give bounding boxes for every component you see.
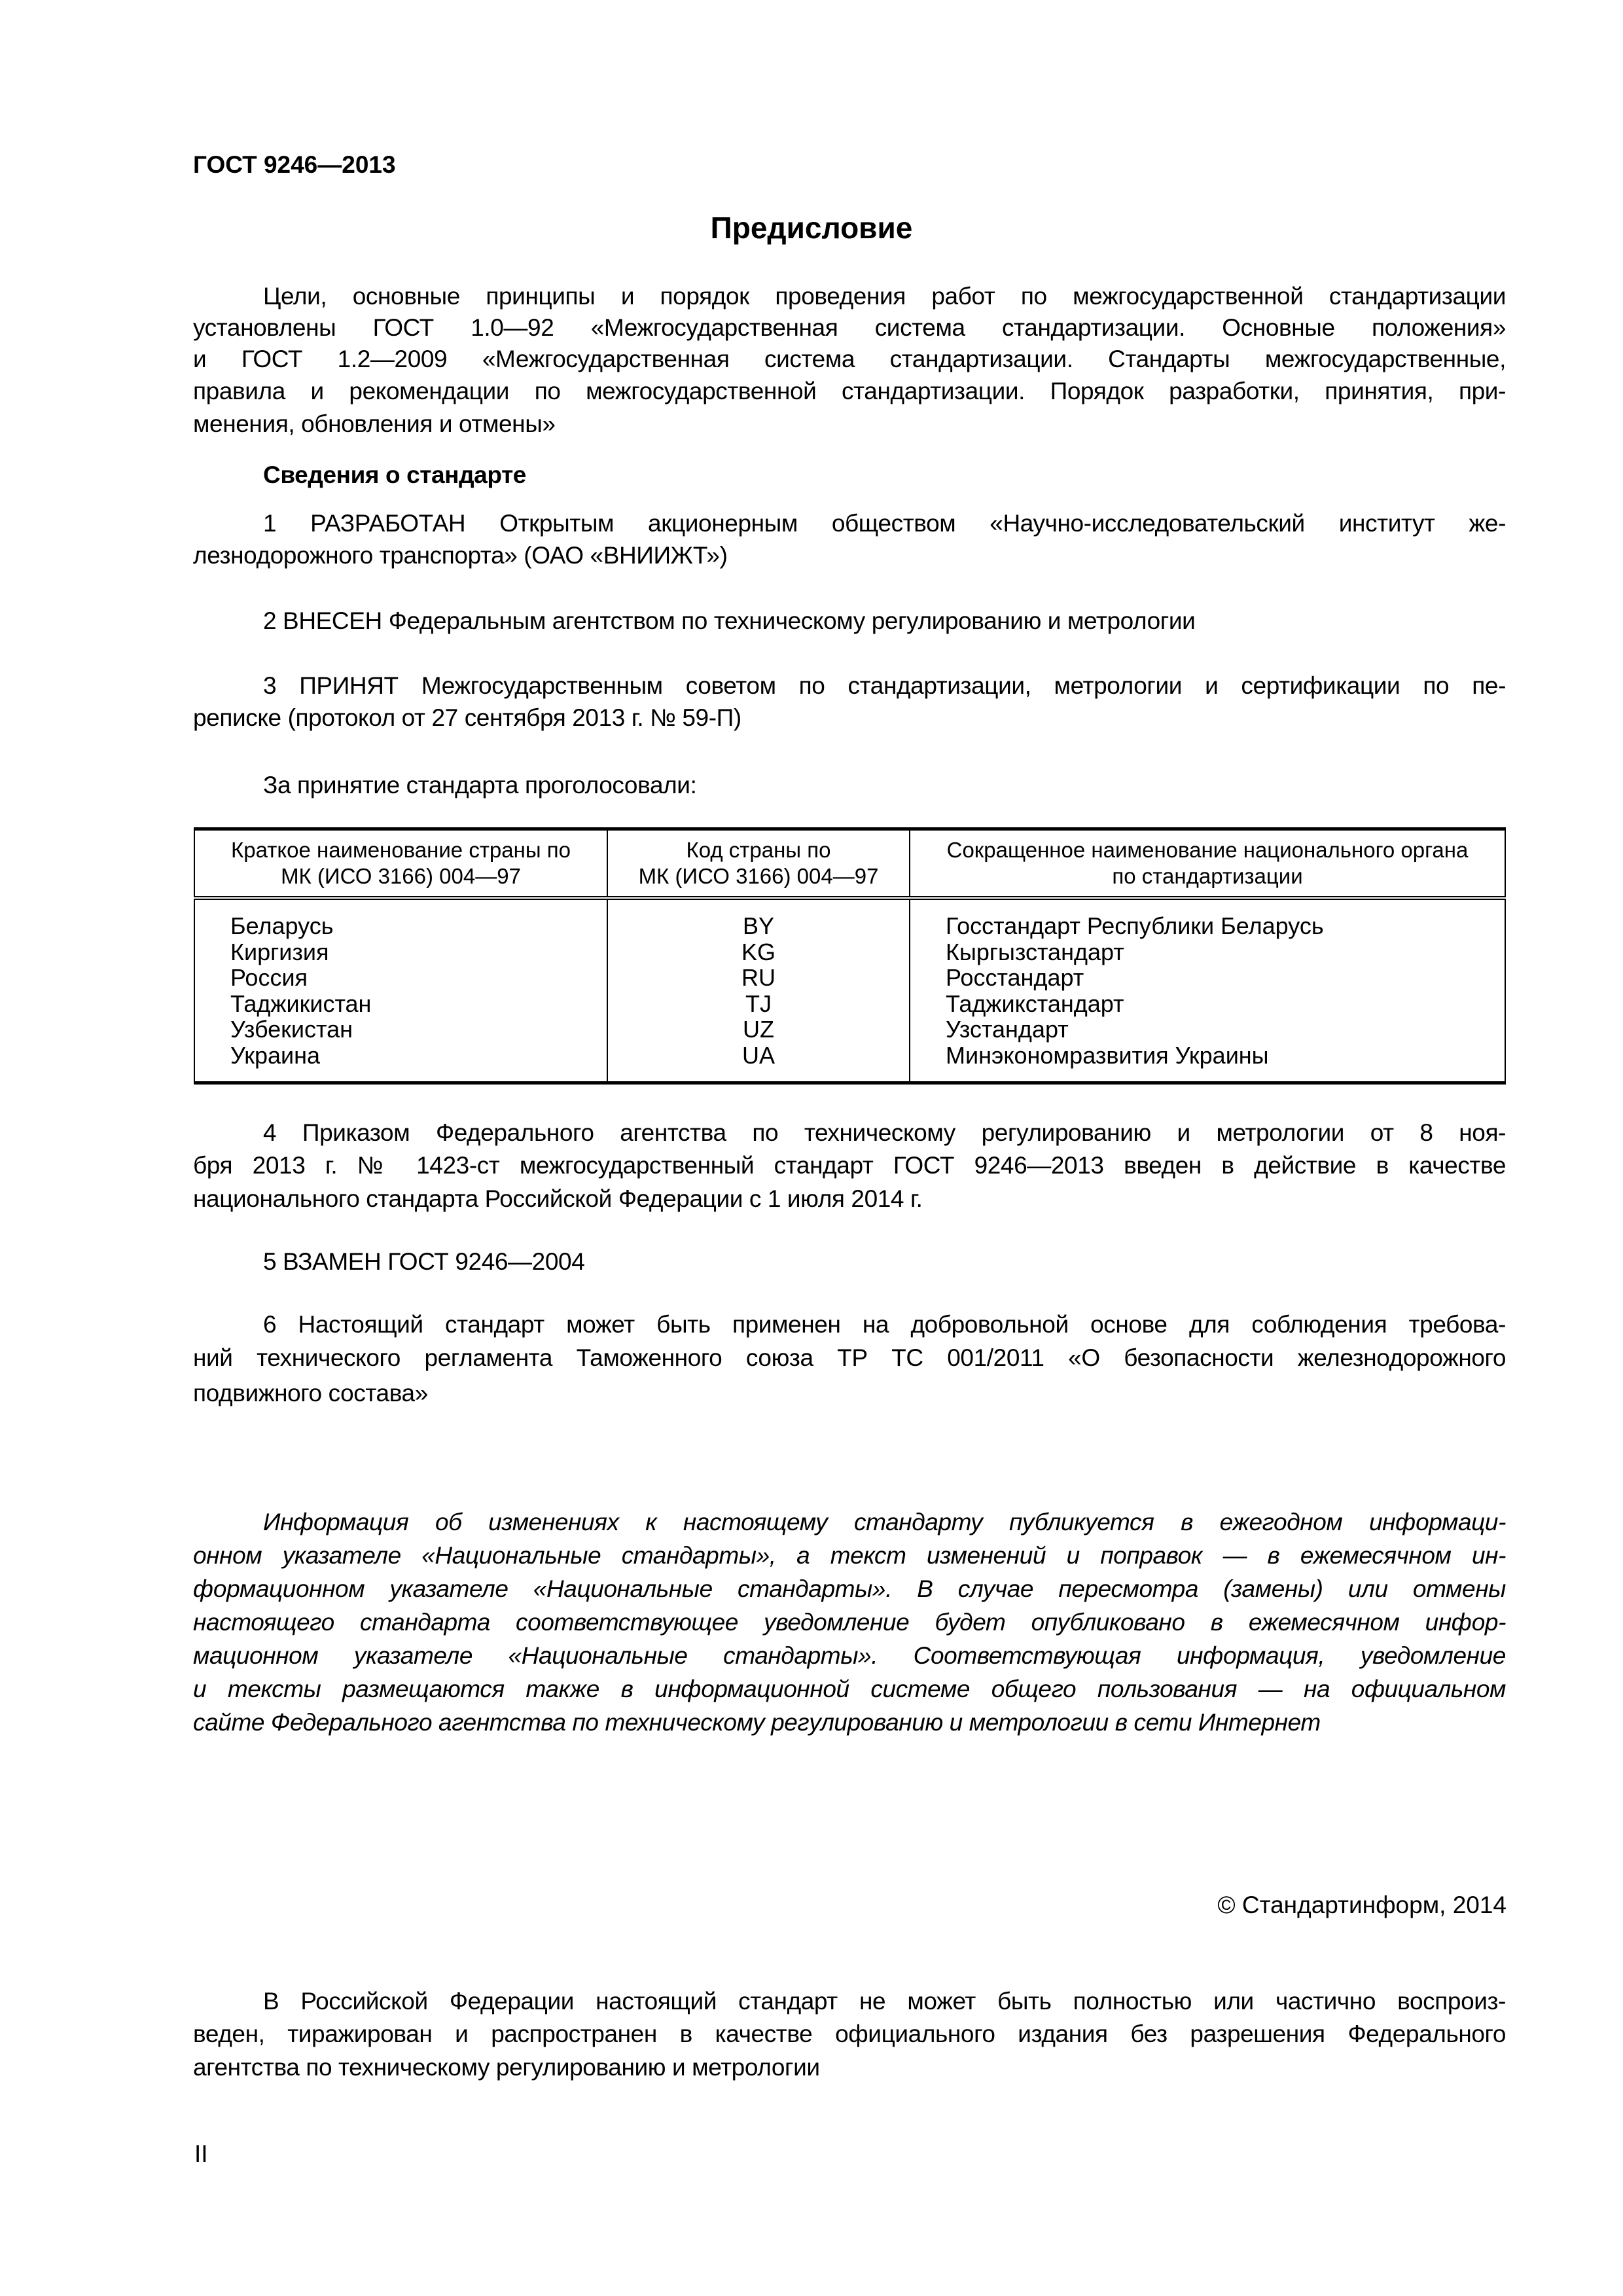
item-5: 5 ВЗАМЕН ГОСТ 9246—2004 [263, 1248, 585, 1275]
body-cell: Таджикстандарт [946, 990, 1124, 1017]
rights-line: агентства по техническому регулированию и метрологии [193, 2054, 820, 2081]
column-header-body: Сокращенное наименование национального органа по стандартизации [910, 829, 1505, 899]
item-2: 2 ВНЕСЕН Федеральным агентством по техническому регулированию и метрологии [263, 607, 1196, 634]
section-heading: Сведения о стандарте [263, 461, 526, 488]
item-1-line: лезнодорожного транспорта» (ОАО «ВНИИЖТ») [193, 542, 728, 569]
code-cell: RU [741, 964, 776, 991]
voting-table [194, 827, 1506, 1085]
item-4-line: 4 Приказом Федерального агентства по техническому регулированию и метрологии от 8 ноя- [263, 1119, 1506, 1146]
preface-line: установлены ГОСТ 1.0—92 «Межгосударственная система стандартизации. Основные положения» [193, 314, 1506, 341]
preface-line: правила и рекомендации по межгосударственной стандартизации. Порядок разработки, принятия, при- [193, 378, 1506, 404]
voted-label: За принятие стандарта проголосовали: [263, 772, 697, 798]
item-3-line: 3 ПРИНЯТ Межгосударственным советом по стандартизации, метрологии и сертификации по пе- [263, 672, 1506, 699]
preface-line: менения, обновления и отмены» [193, 410, 556, 437]
copyright: © Стандартинформ, 2014 [1217, 1892, 1507, 1918]
rights-line: веден, тиражирован и распространен в качестве официального издания без разрешения Федерального [193, 2020, 1506, 2047]
item-6-line: ний технического регламента Таможенного союза ТР ТС 001/2011 «О безопасности железнодорожного [193, 1344, 1506, 1371]
preface-line: и ГОСТ 1.2—2009 «Межгосударственная система стандартизации. Стандарты межгосударственные, [193, 346, 1506, 372]
document-id: ГОСТ 9246—2013 [193, 151, 396, 178]
country-cell: Россия [230, 964, 308, 991]
code-column [607, 898, 910, 1083]
rights-line: В Российской Федерации настоящий стандарт не может быть полностью или частично воспроиз- [263, 1988, 1506, 2015]
code-cell: BY [742, 912, 775, 939]
country-column [194, 898, 607, 1083]
column-header-code: Код страны по МК (ИСО 3166) 004—97 [607, 829, 910, 899]
code-cell: UA [741, 1041, 775, 1069]
notice-line: и тексты размещаются также в информационной системе общего пользования — на официальном [193, 1676, 1506, 1702]
body-cell: Росстандарт [946, 964, 1084, 991]
body-column [910, 898, 1505, 1083]
item-3-line: реписке (протокол от 27 сентября 2013 г. № 59-П) [193, 704, 741, 731]
country-cell: Киргизия [230, 938, 329, 965]
code-cell: KG [741, 938, 776, 965]
page-number: II [194, 2140, 208, 2167]
body-cell: Узстандарт [946, 1016, 1069, 1043]
country-cell: Беларусь [230, 912, 334, 939]
item-6-line: 6 Настоящий стандарт может быть применен на добровольной основе для соблюдения требова- [263, 1311, 1506, 1338]
item-4-line: бря 2013 г. № 1423-ст межгосударственный стандарт ГОСТ 9246—2013 введен в действие в качестве [193, 1152, 1506, 1179]
item-4-line: национального стандарта Российской Федерации с 1 июля 2014 г. [193, 1185, 923, 1212]
column-header-country: Краткое наименование страны по МК (ИСО 3166) 004—97 [194, 829, 607, 899]
code-cell: TJ [745, 990, 772, 1017]
body-cell: Госстандарт Республики Беларусь [946, 912, 1324, 939]
notice-line: формационном указателе «Национальные стандарты». В случае пересмотра (замены) или отмены [193, 1575, 1506, 1602]
page-title: Предисловие [710, 211, 913, 245]
country-cell: Узбекистан [230, 1016, 353, 1043]
code-cell: UZ [743, 1016, 774, 1043]
item-6-line: подвижного состава» [193, 1380, 428, 1407]
body-cell: Кыргызстандарт [946, 938, 1124, 965]
country-cell: Таджикистан [230, 990, 372, 1017]
preface-line: Цели, основные принципы и порядок проведения работ по межгосударственной стандартизации [263, 283, 1506, 310]
notice-line: сайте Федерального агентства по техническому регулированию и метрологии в сети Интернет [193, 1709, 1321, 1736]
notice-line: настоящего стандарта соответствующее уведомление будет опубликовано в ежемесячном инфор- [193, 1609, 1506, 1636]
notice-line: мационном указателе «Национальные стандарты». Соответствующая информация, уведомление [193, 1642, 1506, 1669]
notice-line: онном указателе «Национальные стандарты», а текст изменений и поправок — в ежемесячном ин- [193, 1542, 1506, 1569]
notice-line: Информация об изменениях к настоящему стандарту публикуется в ежегодном информаци- [263, 1509, 1506, 1535]
body-cell: Минэкономразвития Украины [946, 1041, 1269, 1069]
country-cell: Украина [230, 1041, 321, 1069]
item-1-line: 1 РАЗРАБОТАН Открытым акционерным обществом «Научно-исследовательский институт же- [263, 510, 1506, 537]
